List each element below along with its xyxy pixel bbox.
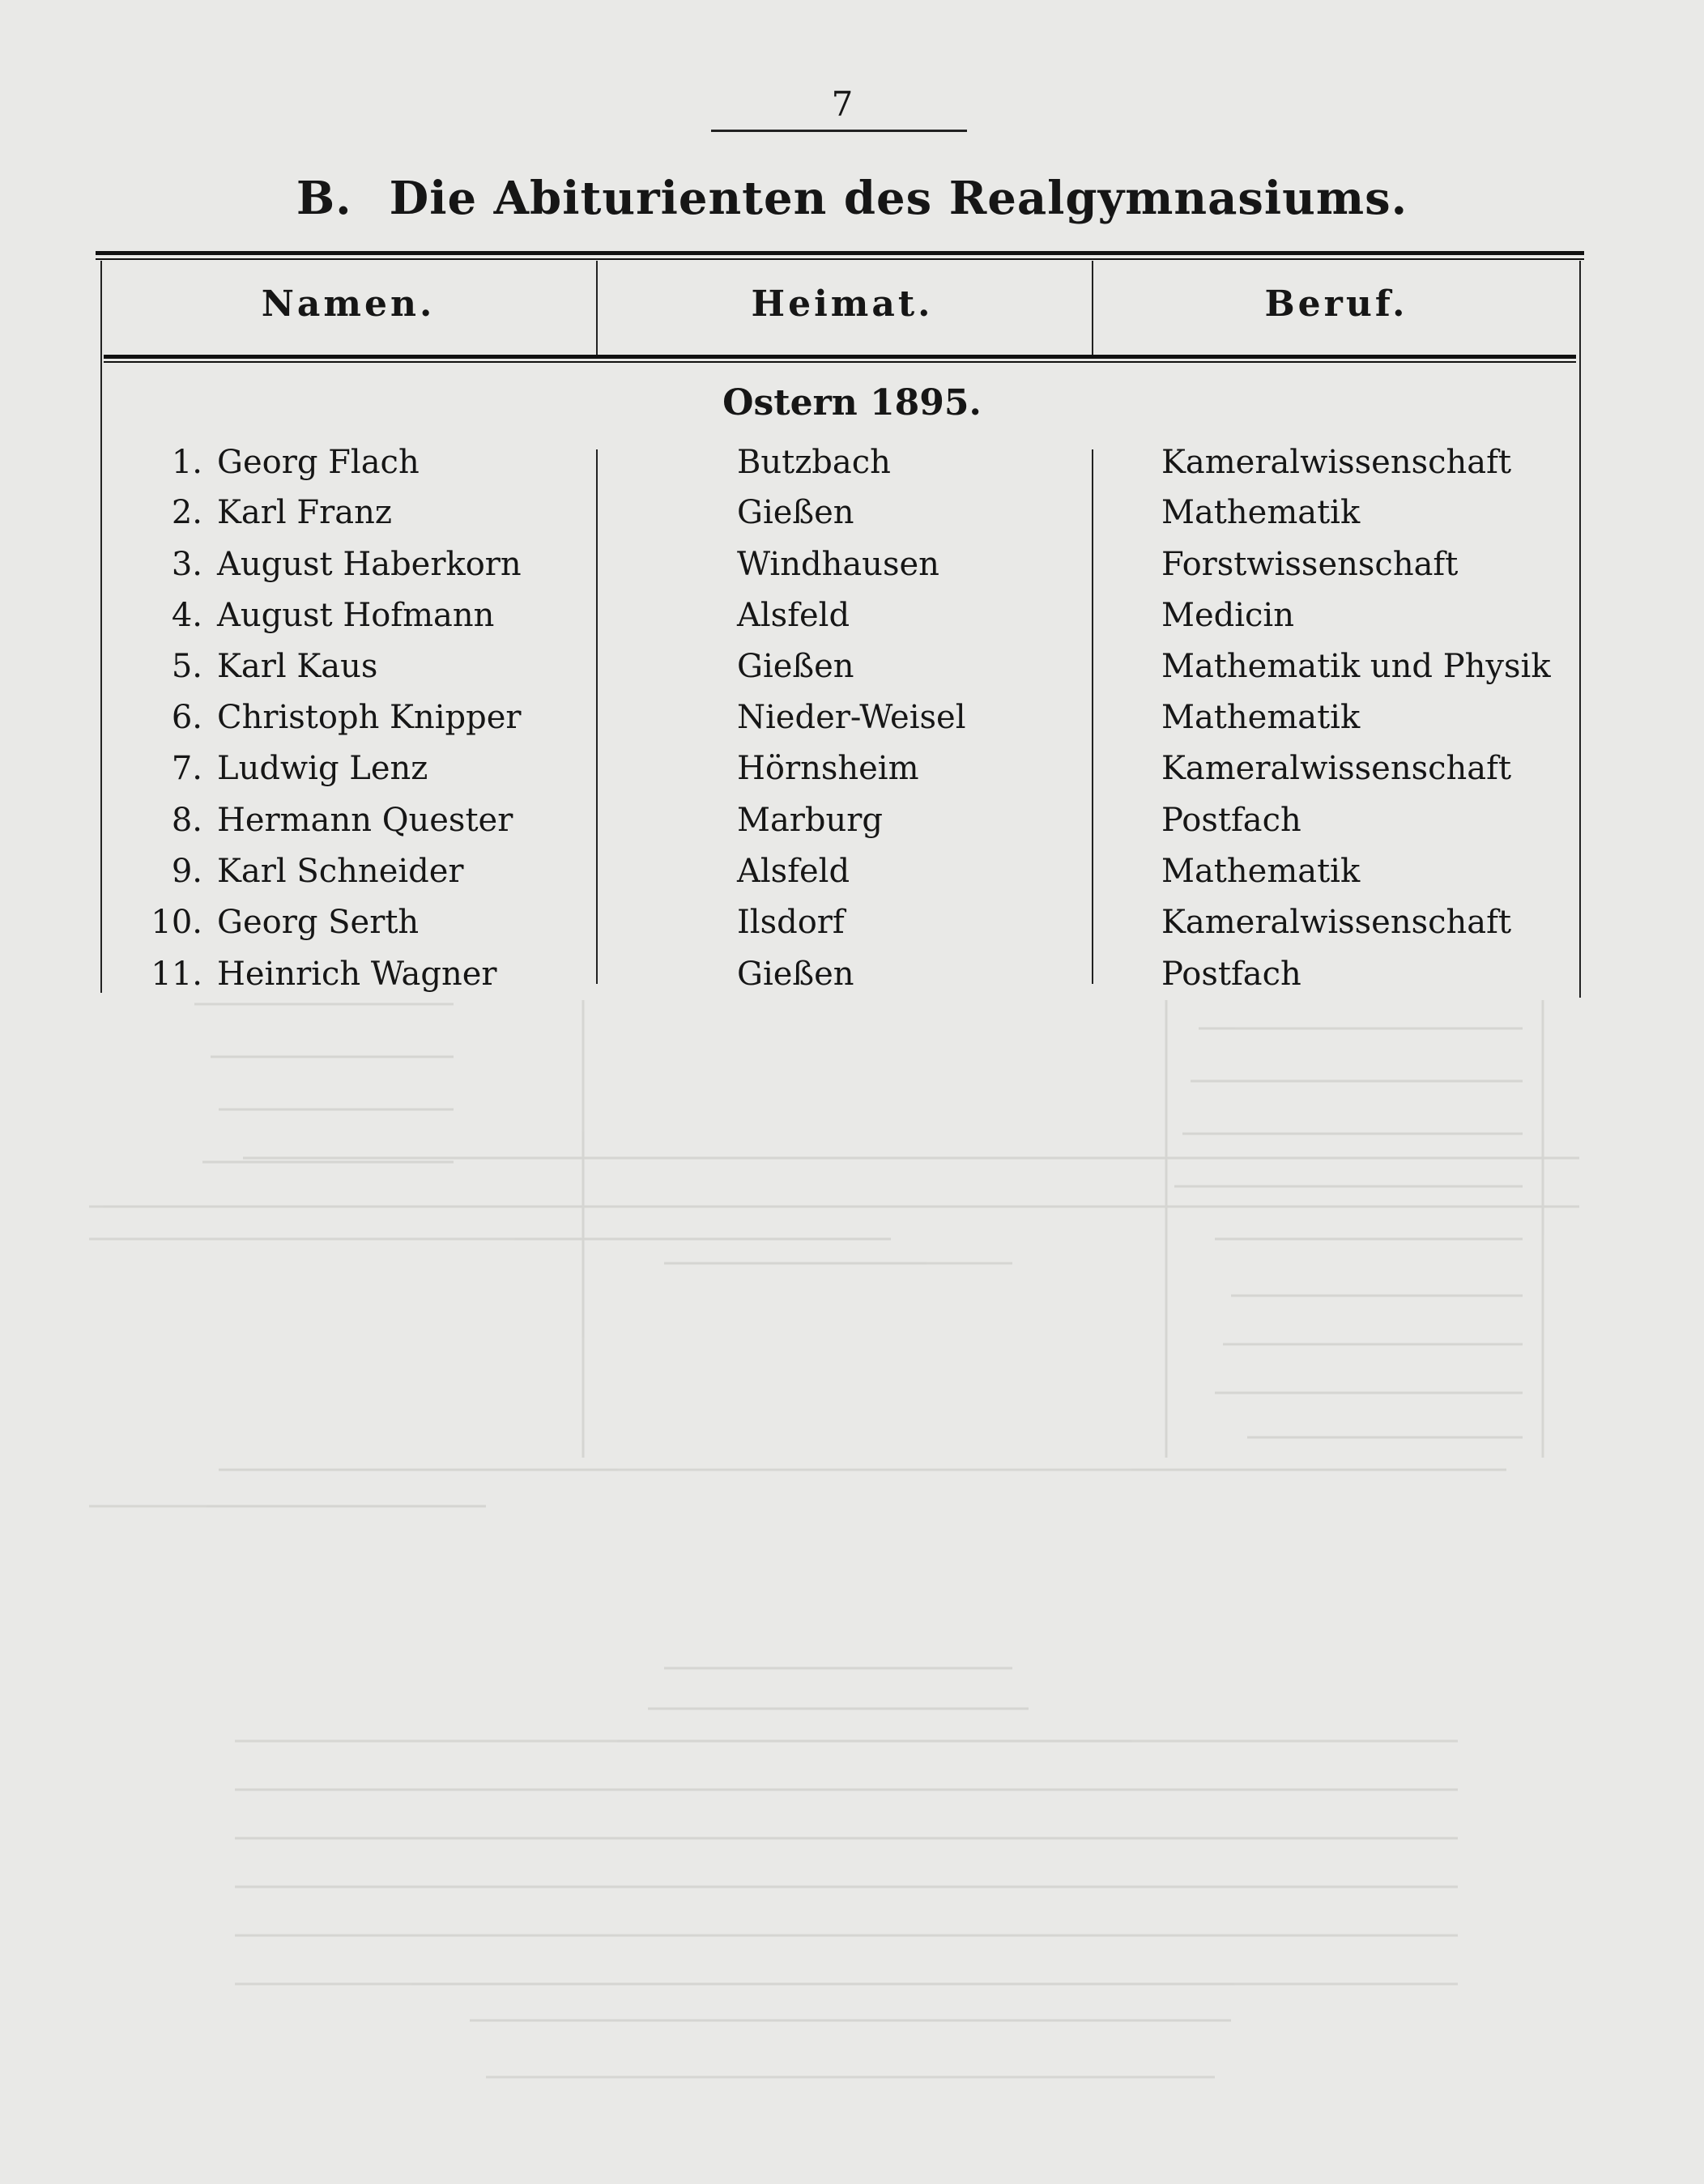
table-row	[0, 853, 1704, 903]
table-row	[0, 956, 1704, 1006]
row-number: 9.	[171, 853, 202, 890]
column-divider-2	[1092, 261, 1093, 355]
row-number: 11.	[151, 956, 202, 993]
row-number: 3.	[171, 546, 202, 583]
row-name: Karl Franz	[217, 494, 392, 531]
row-profession: Postfach	[1161, 802, 1301, 839]
row-home: Ilsdorf	[737, 904, 845, 941]
table-row	[0, 904, 1704, 954]
table-row	[0, 494, 1704, 544]
row-profession: Mathematik	[1161, 853, 1361, 890]
row-number: 1.	[171, 444, 202, 481]
table-row	[0, 444, 1704, 494]
row-number: 5.	[171, 648, 202, 685]
table-row	[0, 699, 1704, 749]
row-name: August Hofmann	[217, 597, 495, 634]
row-name: Christoph Knipper	[217, 699, 522, 736]
row-home: Gießen	[737, 648, 854, 685]
row-home: Alsfeld	[737, 597, 850, 634]
row-name: August Haberkorn	[217, 546, 522, 583]
row-number: 8.	[171, 802, 202, 839]
column-header-profession: Beruf.	[1264, 283, 1408, 325]
row-home: Gießen	[737, 494, 854, 531]
page-number: 7	[831, 84, 854, 124]
row-number: 2.	[171, 494, 202, 531]
column-header-name: Namen.	[261, 283, 436, 325]
group-title: Ostern 1895.	[722, 382, 982, 424]
row-number: 10.	[151, 904, 202, 941]
row-name: Heinrich Wagner	[217, 956, 497, 993]
page-number-rule	[711, 130, 967, 132]
table-row	[0, 802, 1704, 852]
row-name: Georg Flach	[217, 444, 420, 481]
section-title	[0, 172, 1704, 225]
table-row	[0, 750, 1704, 800]
row-number: 6.	[171, 699, 202, 736]
table-row	[0, 546, 1704, 596]
row-profession: Kameralwissenschaft	[1161, 750, 1512, 787]
row-profession: Postfach	[1161, 956, 1301, 993]
table-header-rule-thin	[104, 361, 1576, 363]
row-name: Karl Schneider	[217, 853, 464, 890]
row-home: Nieder-Weisel	[737, 699, 966, 736]
row-name: Ludwig Lenz	[217, 750, 428, 787]
table-header-rule	[104, 355, 1576, 359]
row-number: 4.	[171, 597, 202, 634]
row-profession: Medicin	[1161, 597, 1294, 634]
row-profession: Mathematik	[1161, 494, 1361, 531]
column-divider-1	[596, 261, 598, 355]
row-profession: Kameralwissenschaft	[1161, 904, 1512, 941]
row-home: Alsfeld	[737, 853, 850, 890]
row-home: Marburg	[737, 802, 884, 839]
row-home: Windhausen	[737, 546, 939, 583]
table-row	[0, 648, 1704, 698]
row-profession: Mathematik	[1161, 699, 1361, 736]
row-name: Karl Kaus	[217, 648, 378, 685]
row-home: Butzbach	[737, 444, 891, 481]
table-top-rule-thin	[96, 258, 1584, 260]
row-home: Gießen	[737, 956, 854, 993]
row-home: Hörnsheim	[737, 750, 919, 787]
row-name: Hermann Quester	[217, 802, 513, 839]
row-profession: Mathematik und Physik	[1161, 648, 1551, 685]
table-row	[0, 597, 1704, 647]
row-profession: Kameralwissenschaft	[1161, 444, 1512, 481]
row-name: Georg Serth	[217, 904, 420, 941]
row-number: 7.	[171, 750, 202, 787]
table-top-rule	[96, 251, 1584, 255]
row-profession: Forstwissenschaft	[1161, 546, 1459, 583]
column-header-home: Heimat.	[751, 283, 934, 325]
section-letter: B.	[296, 172, 352, 225]
section-title-text: Die Abiturienten des Realgymnasiums.	[389, 172, 1408, 225]
